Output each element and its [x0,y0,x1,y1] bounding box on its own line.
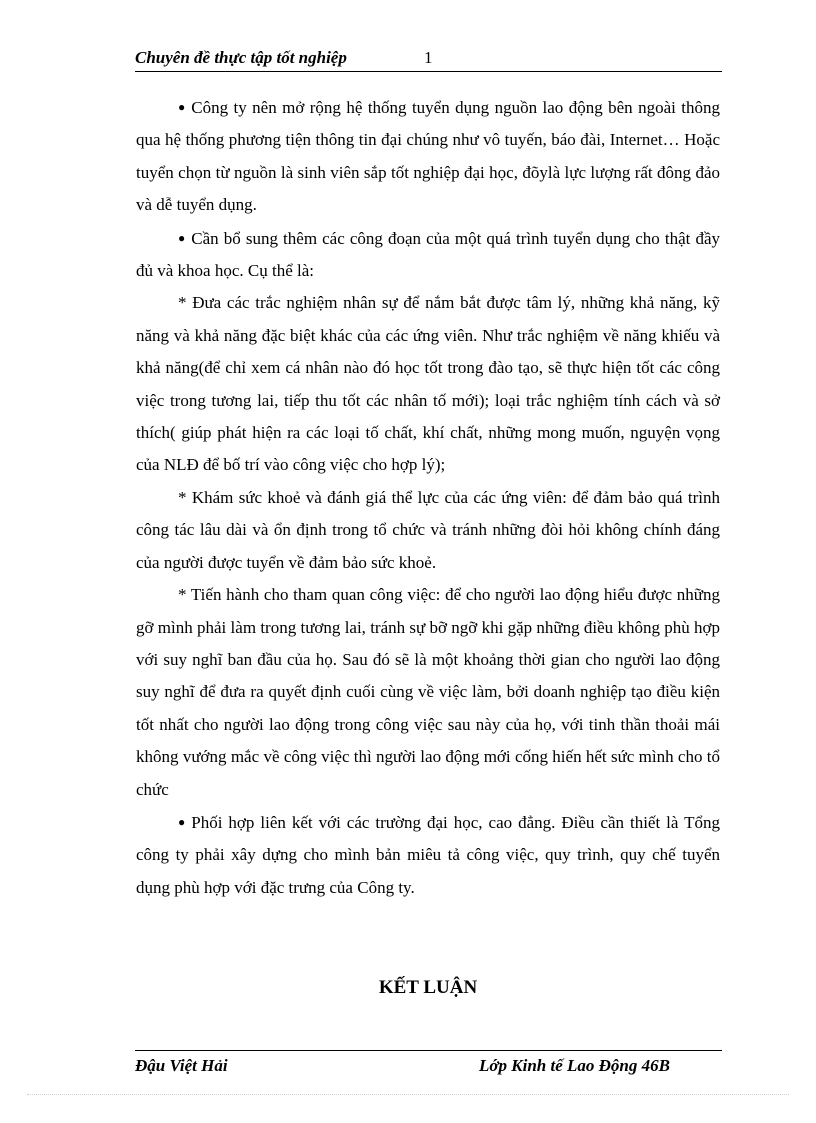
bullet-icon: ● [178,100,186,114]
paragraph [136,222,720,288]
page-header [135,47,722,72]
paragraph [136,806,720,904]
conclusion-heading: KẾT LUẬN [378,977,478,998]
paragraph-text: * Tiến hành cho tham quan công việc: để cho người lao động hiểu được những gỡ mình phải làm trong tương lai, tránh sự bỡ ngỡ khi gặp những điều không phù hợp với suy nghĩ ban đầu của họ. Sau đó sẽ là một khoảng thời gian cho người lao động suy nghĩ để đưa ra quyết định cuối cùng về việc làm, bởi doanh nghiệp tạo điều kiện tốt nhất cho người lao động trong công việc sau này của họ, với tinh thần thoải mái không vướng mắc về công việc thì người lao động mới cống hiến hết sức mình cho tổ chức [136,585,720,799]
paragraph [136,91,720,222]
paragraph [136,287,720,481]
paragraph [136,579,720,806]
header-title: Chuyên đề thực tập tốt nghiệp [135,48,347,67]
paragraph-text: * Đưa các trắc nghiệm nhân sự để nắm bắt được tâm lý, những khả năng, kỹ năng và khả năng đặc biệt khác của các ứng viên. Như trắc nghiệm về năng khiếu và khả năng(để chỉ xem cá nhân nào đó học tốt trong đào tạo, sẽ thực hiện tốt các công việc trong tương lai, tiếp thu tốt các nhân tố mới); loại trắc nghiệm tính cách và sở thích( giúp phát hiện ra các loại tố chất, khí chất, những mong muốn, nguyện vọng của NLĐ để bố trí vào công việc cho hợp lý); [136,293,720,475]
bullet-icon: ● [178,230,186,245]
paragraph [136,482,720,579]
paragraph-text: Phối hợp liên kết với các trường đại học, cao đẳng. Điều cần thiết là Tổng công ty phải xây dựng cho mình bản miêu tả công việc, quy trình, quy chế tuyển dụng phù hợp với đặc trưng của Công ty. [136,812,720,897]
paragraph-text: Công ty nên mở rộng hệ thống tuyển dụng nguồn lao động bên ngoài thông qua hệ thống phương tiện thông tin đại chúng như vô tuyến, báo đài, Internet… Hoặc tuyển chọn từ nguồn là sinh viên sắp tốt nghiệp đại học, đõylà lực lượng rất đông đảo và dễ tuyển dụng. [136,98,720,215]
paragraph-text: Cần bổ sung thêm các công đoạn của một quá trình tuyển dụng cho thật đầy đủ và khoa học. Cụ thể là: [136,228,720,281]
footer-class: Lớp Kinh tế Lao Động 46B [479,1056,670,1075]
page-number: 1 [424,48,433,67]
paragraph-text: * Khám sức khoẻ và đánh giá thể lực của các ứng viên: để đảm bảo quá trình công tác lâu dài và ổn định trong tổ chức và tránh những đòi hỏi không chính đáng của người được tuyển về đảm bảo sức khoẻ. [136,487,720,572]
page-footer [135,1050,722,1075]
page-edge-divider [27,1094,789,1095]
footer-author: Đậu Việt Hải [135,1056,228,1075]
bullet-icon: ● [178,814,186,829]
document-body [136,91,720,904]
